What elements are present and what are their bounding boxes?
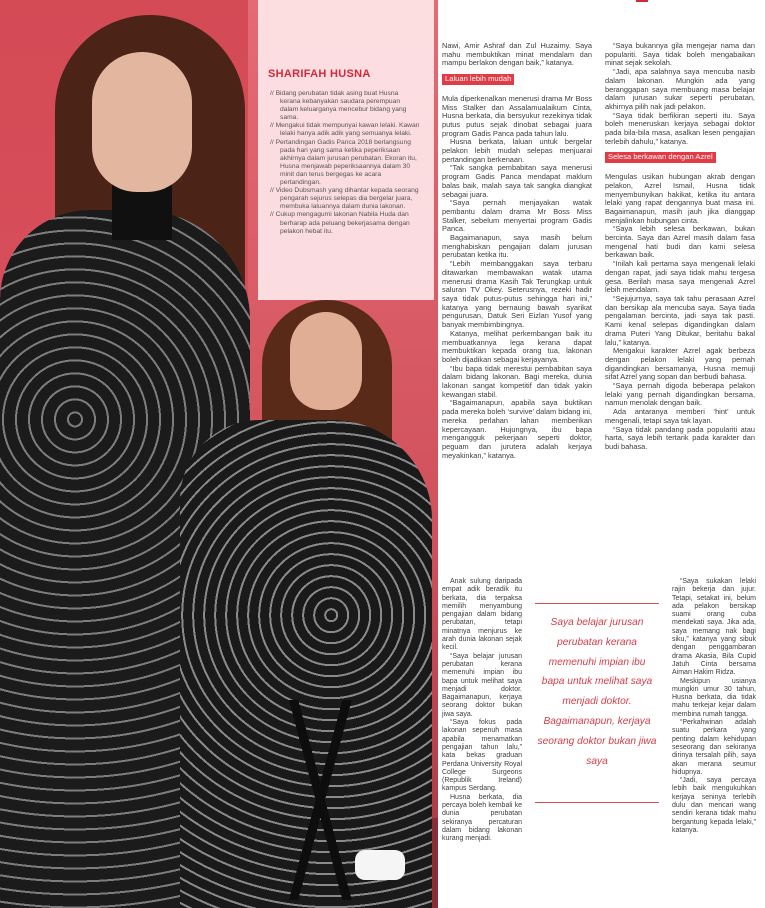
sidebar-title: SHARIFAH HUSNA: [268, 68, 371, 80]
subheading: Laluan lebih mudah: [442, 74, 514, 85]
paragraph: “Inilah kali pertama saya mengenali lelaki dengan rapat, jadi saya tidak mahu tergesa gesa. Berilah masa saya mengenali Azrel lebih mendalam.: [605, 259, 755, 295]
sidebar-item: // Video Dubsmash yang dihantar kepada seorang pengarah sejurus selepas dia bergelar juara, membuka laluannya dalam dunia lakonan.: [270, 187, 419, 211]
sidebar-item: // Bidang perubatan tidak asing buat Husna kerana kebanyakan saudara perempuan dalam keluarganya mencebur bidang yang sama.: [270, 90, 407, 122]
paragraph: “Saya lebih selesa berkawan, bukan bercinta. Saya dan Azrel masih dalam fasa mengenal hati budi dan kami selesa berkawan baik.: [605, 224, 755, 260]
paragraph: Husna berkata, dia percaya boleh kembali ke dunia perubatan sekiranya percaturan dalam bidang lakonan kurang menjadi.: [442, 793, 522, 843]
paragraph: Husna berkata, laluan untuk bergelar pelakon lebih mudah selepas menjuarai pertandingan berkenaan.: [442, 137, 592, 164]
paragraph: “Saya belajar jurusan perubatan kerana memenuhi impian ibu bapa untuk melihat saya menjadi doktor. Bagaimanapun, kerjaya seorang doktor bukan jiwa saya.: [442, 652, 522, 718]
article-column-2-narrow: [672, 578, 756, 835]
paragraph: “Perkahwinan adalah suatu perkara yang penting dalam kehidupan seseorang dan sekiranya dirinya tersalah pilih, saya akan merana seumur hidupnya.: [672, 719, 756, 776]
paragraph: “Jadi, apa salahnya saya mencuba nasib dalam lakonan. Mungkin ada yang beranggapan saya membuang masa belajar dalam jurusan sukar seperti perubatan, akhirnya pilih nak jadi pelakon.: [605, 67, 755, 111]
article-column-1: [442, 42, 592, 460]
white-shoe: [355, 850, 405, 880]
paragraph: Nawi, Amir Ashraf dan Zul Huzaimy. Saya mahu membuktikan minat mendalam dan mampu berlakon dengan baik,” katanya.: [442, 41, 592, 68]
paragraph: “Lebih membanggakan saya terbaru ditawarkan membawakan watak utama menerusi drama Kasih Tak Terungkap untuk saluran TV Okey. Seterusnya, rezeki hadir saya tidak putus-putus sehingga hari ini,” katanya yang bernaung bawah syarikat pengurusan, Datuk Seri Eizlan Yusof yang banyak membimbingnya.: [442, 259, 592, 330]
sidebar-item: // Cukup mengagumi lakonan Nabila Huda dan berharap ada peluang bekerjasama dengan pelakon hebat itu.: [270, 211, 410, 235]
article-column-2: [605, 42, 755, 452]
paragraph: “Sejujurnya, saya tak tahu perasaan Azrel dan bersikap ala mencuba saya. Saya tiada pengalaman bercinta, jadi saya tak pasti. Kami kenal selepas digandingkan dalam drama Puteri Yang Ditukar, beritahu bakal lalu,” katanya.: [605, 293, 755, 347]
paragraph: Mengakui karakter Azrel agak berbeza dengan pelakon lelaki yang pernah digandingkan bersamanya, Husna memuji sifat Azrel yang sopan dan berbudi bahasa.: [605, 346, 755, 382]
pull-quote: [535, 603, 659, 803]
sidebar-list: [270, 90, 420, 236]
subheading: Selesa berkawan dengan Azrel: [605, 152, 716, 163]
paragraph: “Bagaimanapun, apabila saya buktikan pada mereka boleh ‘survive’ dalam bidang ini, mereka perlahan lahan memberikan kepercayaan. Hujungnya, ibu bapa mengangguk pekerjaan seperti doktor, peguam dan jurutera adalah kerjaya meyakinkan,” katanya.: [442, 398, 592, 460]
model-face-right: [290, 312, 362, 410]
paragraph: “Saya tidak berfikiran seperti itu. Saya boleh meneruskan kerjaya sebagai doktor pada bila-bila masa, asalkan lesen pengajian terlebih dahulu,” katanya.: [605, 110, 755, 146]
paragraph: “Saya sukakan lelaki rajin bekerja dan jujur. Tetapi, setakat ini, belum ada pelakon bersikap suami orang cuba mendekati saya. Jika ada, saya memang nak bagi siku,” katanya yang sibuk dengan penggambaran drama Akasia, Bila Cupid Jatuh Cinta bersama Aiman Hakim Ridza.: [672, 578, 756, 677]
paragraph: “Ibu bapa tidak merestui pembabitan saya dalam bidang lakonan. Bagi mereka, dunia lakonan sangat kompetitif dan tidak yakin kewangan stabil.: [442, 363, 592, 399]
paragraph: “Saya fokus pada lakonan sepenuh masa apabila menamatkan pengajian tahun lalu,” kata bekas graduan Perdana University Royal College Surgeons (Republik Ireland) kampus Serdang.: [442, 719, 522, 793]
sidebar-item: // Mengakui tidak mempunyai kawan lelaki. Kawan lelaki hanya adik adik yang semuanya lelaki.: [270, 122, 420, 138]
paragraph: Katanya, melihat perkembangan baik itu membuatkannya lega kerana dapat membuktikan kepada orang tua, lakonan boleh dijadikan sebagai kerjayanya.: [442, 328, 592, 364]
paragraph: “Tak sangka pembabitan saya menerusi program Gadis Panca mendapat maklum balas baik, malah saya tak sangka diangkat sebagai juara.: [442, 163, 592, 199]
article-column-1-narrow: [442, 578, 522, 844]
paragraph: Ada antaranya memberi ‘hint’ untuk mengenali, tetapi saya tak layan.: [605, 407, 755, 425]
paragraph: “Saya bukannya gila mengejar nama dan populariti. Saya tidak boleh mengabaikan minat sejak sekolah.: [605, 41, 755, 68]
paragraph: “Saya tidak pandang pada populariti atau harta, saya lebih tertarik pada karakter dan budi bahasa.: [605, 424, 755, 451]
model-face-left: [92, 52, 192, 192]
paragraph: Bagaimanapun, saya masih belum menghabiskan pengajian dalam jurusan perubatan ketika itu.: [442, 233, 592, 260]
quote-rule-bottom: [535, 802, 659, 803]
quote-rule-top: [535, 603, 659, 604]
paragraph: Mula diperkenalkan menerusi drama Mr Boss Miss Stalker dan Assalamualaikum Cinta, Husna berkata, dia bersyukur rezekinya tidak putus putus sejak dinobat sebagai juara program Gadis Panca pada tahun lalu.: [442, 93, 592, 138]
paragraph: “Jadi, saya percaya lebih baik mengukuhkan kerjaya seninya terlebih dulu dan mencari wang sendiri kerana tidak mahu bergantung kepada lelaki,” katanya.: [672, 777, 756, 834]
paragraph: Anak sulung daripada empat adik beradik itu berkata, dia terpaksa memilih menyambung pengajian dalam bidang perubatan, tetapi minatnya menjurus ke arah dunia lakonan sejak kecil.: [442, 578, 522, 652]
top-accent-mark: [636, 0, 648, 2]
pull-quote-text: Saya belajar jurusan perubatan kerana memenuhi impian ibu bapa untuk melihat saya menjadi doktor. Bagaimanapun, kerjaya seorang doktor bukan jiwa saya: [537, 617, 657, 767]
paragraph: “Saya pernah menjayakan watak pembantu dalam drama Mr Boss Miss Stalker, sebelum menyertai program Gadis Panca.: [442, 198, 592, 234]
paragraph: “Saya pernah digoda beberapa pelakon lelaki yang pernah digandingkan bersama, namun menolak dengan baik.: [605, 381, 755, 408]
paragraph: Mengulas usikan hubungan akrab dengan pelakon, Azrel Ismail, Husna tidak menyembunyikan hakikat, ketika itu antara lelaki yang rapat dengannya buat masa ini. Bagaimanapun, masih jauh jika dianggap menjalinkan hubungan cinta.: [605, 172, 755, 225]
sidebar-item: // Pertandingan Gadis Panca 2018 berlangsung pada hari yang sama ketika peperiksaan akhirnya dalam jurusan perubatan. Ekoran itu, Husna menjawab peperiksaannya dalam 30 minit dan terus bergegas ke acara pertandingan.: [270, 138, 417, 187]
paragraph: Meskipun usianya mungkin umur 30 tahun, Husna berkata, dia tidak mahu terkejar kejar dalam membina rumah tangga.: [672, 677, 756, 718]
